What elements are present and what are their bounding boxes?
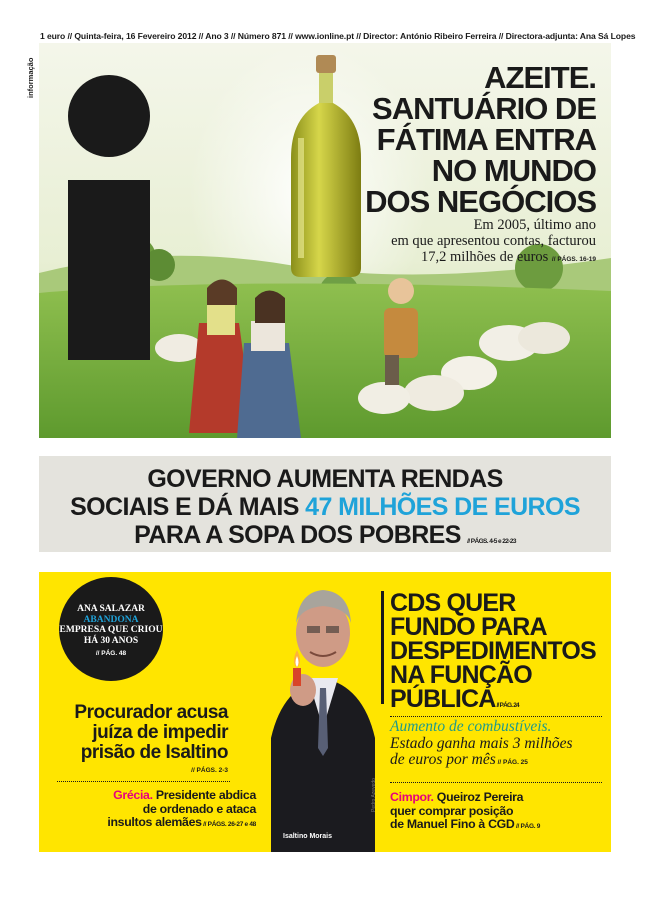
hero-headline[interactable] [330, 62, 596, 217]
photo-credit: Pedro Azevedo [371, 778, 377, 812]
procurador-line: Procurador acusa [74, 702, 228, 723]
band-page-ref: // PÁGS. 4-5 e 22-23 [467, 538, 516, 545]
ana-salazar-circle[interactable] [59, 577, 163, 681]
cds-page-ref: // PÁG. 24 [495, 702, 519, 709]
cds-line: CDS QUER [390, 589, 516, 617]
photo-caption: Isaltino Morais [283, 833, 333, 840]
hero-subtitle-line: em que apresentou contas, facturou [391, 233, 596, 249]
cds-line: NA FUNÇÃO [390, 661, 532, 689]
grecia-headline[interactable] [58, 789, 256, 832]
circle-line: EMPRESA QUE CRIOU [59, 625, 163, 635]
side-label [26, 42, 38, 102]
procurador-line: prisão de Isaltino [80, 742, 228, 763]
grecia-text: insultos alemães [107, 815, 202, 829]
headline-band[interactable] [39, 456, 611, 552]
combustiveis-text: Estado ganha mais 3 milhões [390, 734, 573, 752]
combustiveis-text: de euros por mês [390, 751, 496, 768]
cimpor-text: de Manuel Fino à CGD [390, 817, 515, 831]
circle-line: HÁ 30 ANOS [83, 635, 139, 646]
grecia-text: de ordenado e ataca [142, 801, 256, 816]
circle-line: ANA SALAZAR [77, 604, 145, 614]
cimpor-text: Queiroz Pereira [433, 790, 524, 804]
side-label-text: informação [26, 57, 35, 98]
procurador-line: juíza de impedir [92, 722, 228, 743]
combustiveis-headline[interactable] [390, 719, 610, 772]
hero-headline-line: SANTUÁRIO DE [372, 91, 596, 126]
hero-subtitle [360, 217, 596, 268]
hero-page-ref: // PÁGS. 16-19 [551, 256, 596, 263]
circle-page-ref: // PÁG. 48 [95, 650, 127, 657]
band-line-2-text: SOCIAIS E DÁ MAIS [70, 493, 306, 521]
grecia-lead: Grécia. [113, 788, 153, 802]
logo-stem [68, 180, 150, 360]
divider-left [57, 781, 230, 782]
hero-headline-line: NO MUNDO [431, 153, 596, 188]
cimpor-text: quer comprar posição [390, 803, 514, 818]
masthead-info-line: 1 euro // Quinta-feira, 16 Fevereiro 2012 // Ano 3 // Número 871 // www.ionline.pt // Director: António Ribeiro Ferreira // Directora-adjunta: Ana Sá Lopes [40, 31, 636, 41]
portrait-image [263, 578, 383, 852]
divider-right-1 [390, 716, 602, 717]
band-line-2 [39, 493, 611, 521]
combustiveis-lead: Aumento de combustíveis. [390, 718, 552, 735]
band-highlight: 47 MILHÕES DE EUROS [305, 493, 580, 521]
isaltino-photo [263, 578, 383, 852]
cimpor-headline[interactable] [390, 791, 610, 834]
hero-headline-line: FÁTIMA ENTRA [376, 122, 596, 157]
cds-accent-bar [381, 591, 384, 704]
grecia-text: Presidente abdica [152, 788, 256, 802]
band-line-3-text: PARA A SOPA DOS POBRES [134, 521, 461, 549]
hero-headline-line: DOS NEGÓCIOS [365, 184, 596, 219]
cimpor-lead: Cimpor. [390, 790, 434, 804]
circle-line: ABANDONA [83, 614, 139, 625]
combustiveis-page-ref: // PÁG. 25 [495, 759, 528, 766]
logo-dot [68, 75, 150, 157]
cds-line: PÚBLICA [390, 685, 496, 713]
hero-subtitle-line: Em 2005, último ano [473, 217, 596, 233]
hero-subtitle-line: 17,2 milhões de euros [421, 249, 549, 265]
cds-line: FUNDO PARA [390, 613, 547, 641]
cds-line: DESPEDIMENTOS [390, 637, 596, 665]
cds-headline[interactable] [390, 591, 610, 718]
band-line-1: GOVERNO AUMENTA RENDAS [147, 465, 503, 493]
procurador-headline[interactable] [60, 703, 228, 763]
hero-headline-line: AZEITE. [484, 60, 596, 95]
divider-right-2 [390, 782, 602, 783]
grecia-page-ref: // PÁGS. 26-27 e 48 [201, 821, 256, 828]
band-line-3 [39, 521, 611, 556]
procurador-page-ref: // PÁGS. 2-3 [191, 767, 228, 774]
cimpor-page-ref: // PÁG. 9 [514, 823, 541, 830]
